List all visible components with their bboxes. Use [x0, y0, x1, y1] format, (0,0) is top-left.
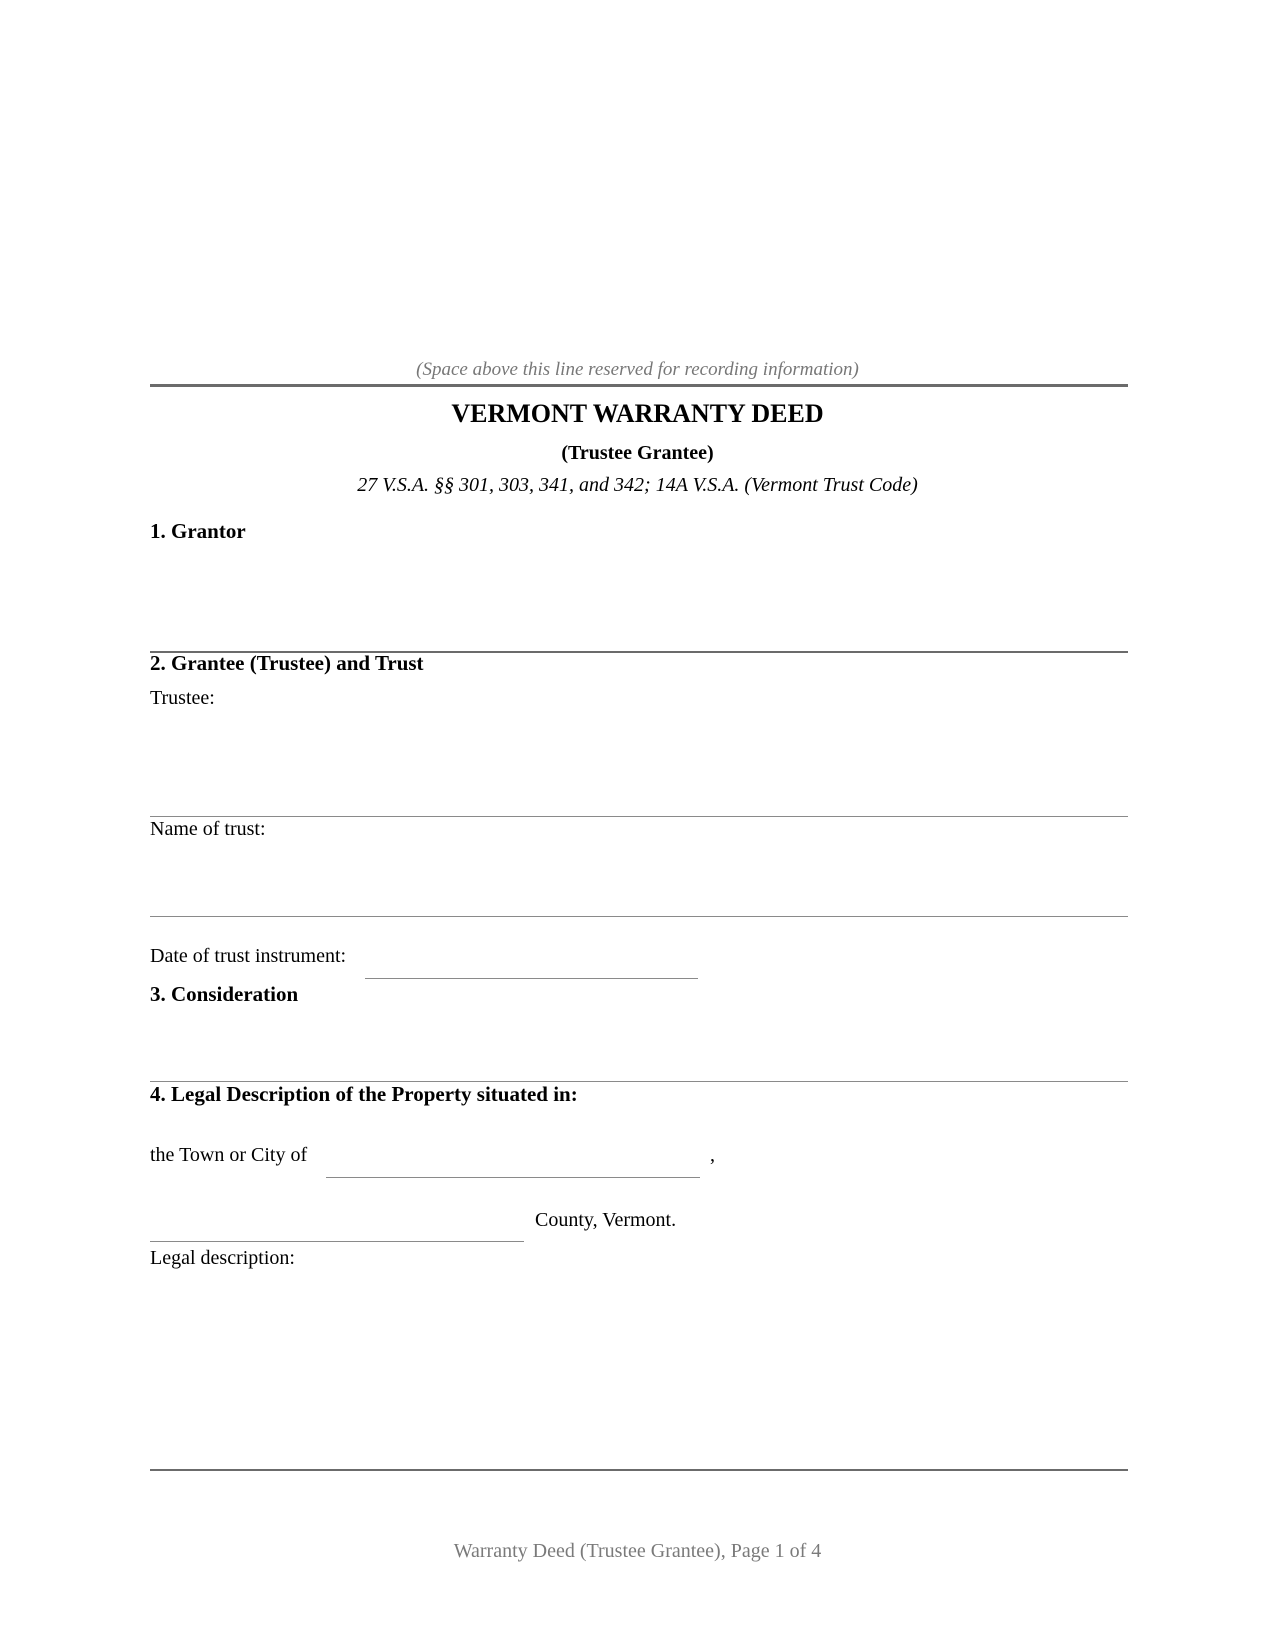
legal-description-label: Legal description:	[150, 1247, 295, 1269]
trust-date-entry-line[interactable]	[365, 978, 698, 979]
recording-divider-line	[150, 384, 1128, 387]
town-entry-line[interactable]	[326, 1177, 700, 1178]
trust-name-entry-line[interactable]	[150, 916, 1128, 917]
recording-space-note: (Space above this line reserved for recording information)	[416, 359, 859, 380]
trust-date-label: Date of trust instrument:	[150, 945, 347, 967]
statute-citation: 27 V.S.A. §§ 301, 303, 341, and 342; 14A V.S.A. (Vermont Trust Code)	[357, 474, 918, 496]
legal-description-entry-line[interactable]	[150, 1469, 1128, 1471]
town-comma: ,	[710, 1144, 715, 1166]
trustee-label: Trustee:	[150, 687, 215, 709]
legal-description-heading: 4. Legal Description of the Property situated in:	[150, 1082, 578, 1106]
trustee-entry-line[interactable]	[150, 816, 1128, 817]
document-title: VERMONT WARRANTY DEED	[451, 399, 824, 428]
county-entry-line[interactable]	[150, 1241, 524, 1242]
trust-name-label: Name of trust:	[150, 818, 266, 840]
grantor-heading: 1. Grantor	[150, 519, 246, 543]
town-label: the Town or City of	[150, 1144, 308, 1166]
page-footer: Warranty Deed (Trustee Grantee), Page 1 of 4	[453, 1540, 822, 1562]
consideration-heading: 3. Consideration	[150, 982, 299, 1006]
county-label: County, Vermont.	[535, 1209, 677, 1231]
document-subtitle: (Trustee Grantee)	[561, 442, 714, 464]
grantee-heading: 2. Grantee (Trustee) and Trust	[150, 651, 424, 675]
